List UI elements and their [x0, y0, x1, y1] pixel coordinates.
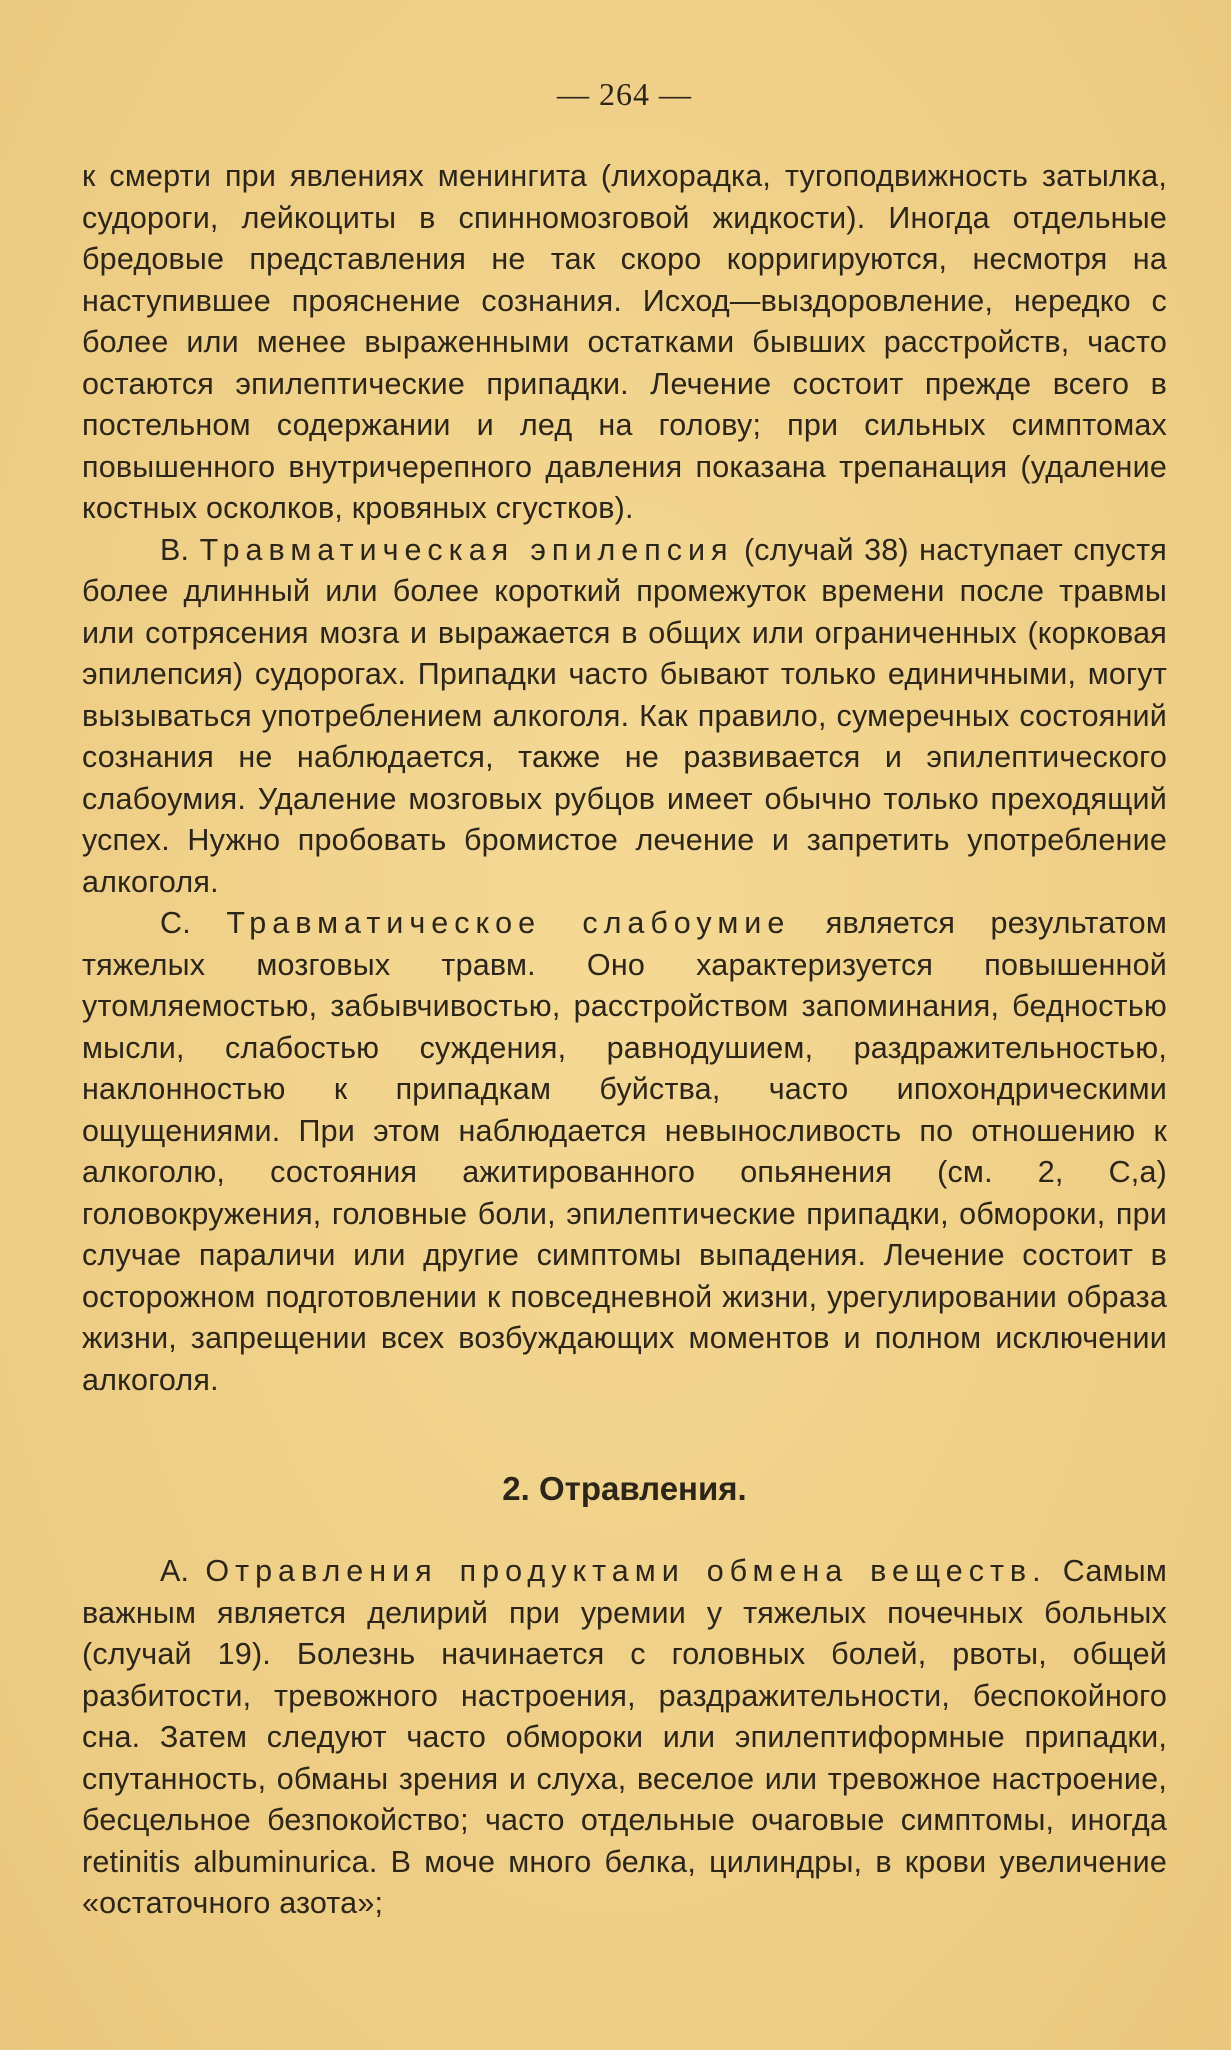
- paragraph-lead: B.: [160, 532, 200, 567]
- paragraph-text: является результатом тяжелых мозговых травм. Оно характеризуется повышенной утомляемостью, забывчивостью, расстройством запоминания, бедностью мысли, слабостью суждения, равнодушием, раздражительностью, наклонностью к припадкам буйства, часто ипохондрическими ощущениями. При этом наблюдается невыносливость по отношению к алкоголю, состояния ажитированного опьянения (см. 2, С,а) головокружения, головные боли, эпилептические припадки, обмороки, при случае параличи или другие симптомы выпадения. Лечение состоит в осторожном подготовлении к повседневной жизни, урегулировании образа жизни, запрещении всех возбуждающих моментов и полном исключении алкоголя.: [82, 906, 1167, 1397]
- paragraph-lead: C.: [160, 906, 227, 940]
- paragraph-term: Травматическая эпилепсия: [199, 532, 734, 567]
- paragraph-traumatic-epilepsy: [82, 530, 1167, 904]
- paragraph-text: к смерти при явлениях менингита (лихорадка, тугоподвижность затылка, судороги, лейкоциты в спинномозговой жидкости). Иногда отдельные бредовые представления не так скоро корригируются, несмотря на наступившее прояснение сознания. Исход—выздоровление, нередко с более или менее выраженными остатками бывших расстройств, часто остаются эпилептические припадки. Лечение состоит прежде всего в постельном содержании и лед на голову; при сильных симптомах повышенного внутричерепного давления показана трепанация (удаление костных осколков, кровяных сгустков).: [82, 159, 1167, 525]
- paragraph-traumatic-dementia: [82, 903, 1167, 1401]
- book-page: [82, 70, 1167, 1925]
- paragraph-term: Травматическое слабоумие: [226, 906, 791, 940]
- paragraph-text: Самым важным является делирий при уремии у тяжелых почечных больных (случай 19). Болезнь начинается с головных болей, рвоты, общей разбитости, тревожного настроения, раздражительности, беспокойного сна. Затем следуют часто обмороки или эпилептиформные припадки, спутанность, обманы зрения и слуха, веселое или тревожное настроение, бесцельное безпокойство; часто отдельные очаговые симптомы, иногда retinitis albuminurica. В моче много белка, цилиндры, в крови увеличение «остаточного азота»;: [82, 1554, 1167, 1920]
- page-number: — 264 —: [557, 76, 692, 112]
- paragraph-lead: A.: [160, 1554, 206, 1588]
- paragraph-term: Отравления продуктами обмена веществ.: [205, 1554, 1047, 1588]
- paragraph-meningitis-continuation: [82, 156, 1167, 530]
- section-heading-poisonings: 2. Отравления.: [502, 1470, 747, 1507]
- paragraph-metabolic-poisoning: [82, 1551, 1167, 1925]
- paragraph-text: (случай 38) наступает спустя более длинный или более короткий промежуток времени после травмы или сотрясения мозга и выражается в общих или ограниченных (корковая эпилепсия) судорогах. Припадки часто бывают только единичными, могут вызываться употреблением алкоголя. Как правило, сумеречных состояний сознания не наблюдается, также не развивается и эпилептического слабоумия. Удаление мозговых рубцов имеет обычно только преходящий успех. Нужно пробовать бромистое лечение и запретить употребление алкоголя.: [82, 532, 1167, 899]
